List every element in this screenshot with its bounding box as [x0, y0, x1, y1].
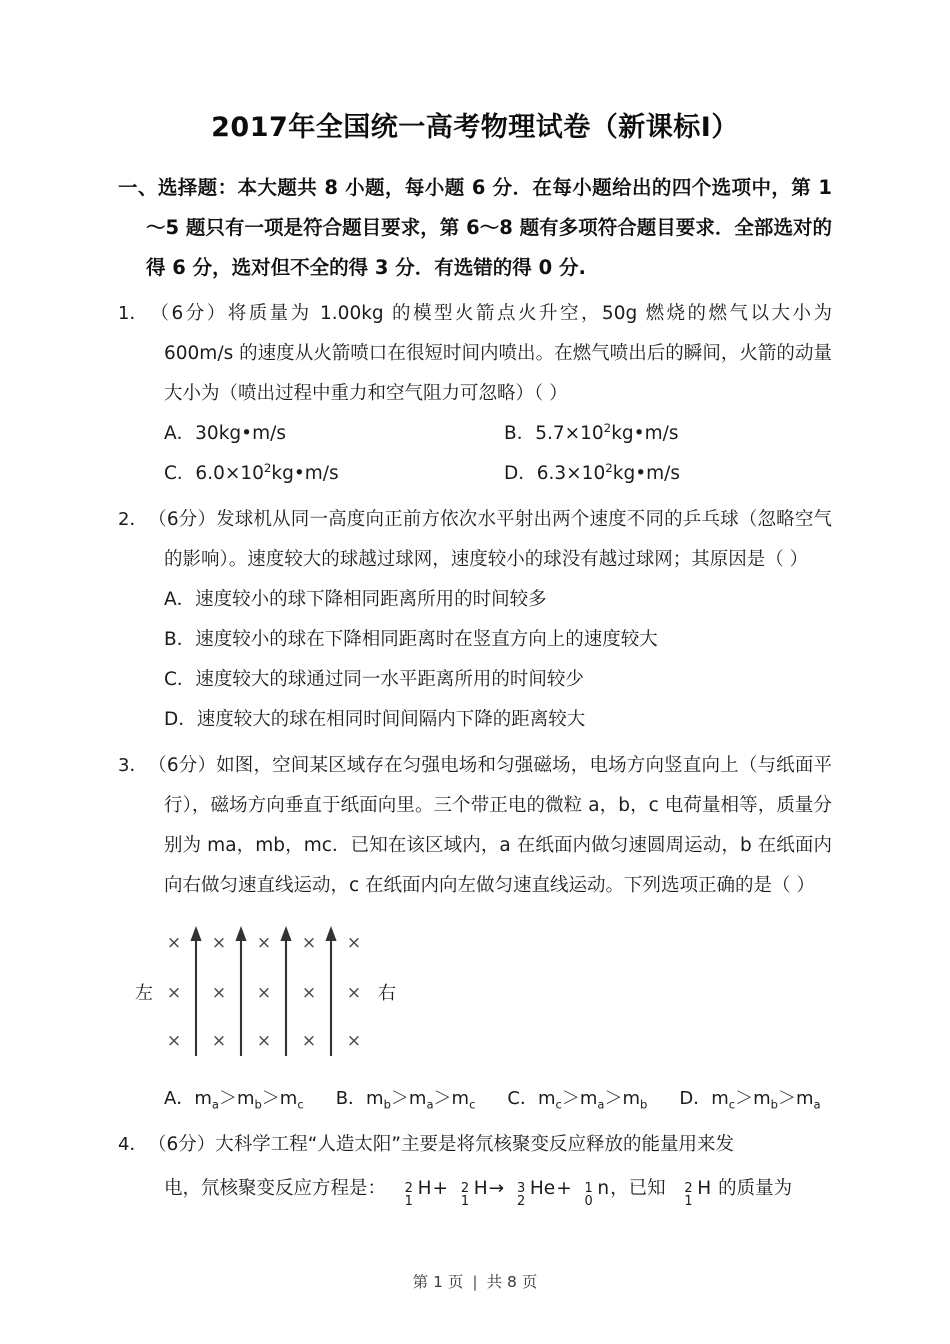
mass-symbol: m [537, 1088, 556, 1110]
question-4-stem [118, 1125, 832, 1165]
mass-subscript: c [555, 1097, 562, 1112]
question-1-option-c[interactable] [164, 454, 504, 494]
option-b-label: B． [504, 423, 536, 445]
mass-subscript: a [597, 1097, 605, 1112]
question-1-options [118, 414, 832, 494]
element-symbol: H [473, 1178, 488, 1200]
question-2-stem [118, 500, 832, 580]
question-1-option-b[interactable] [504, 414, 678, 454]
option-c-exponent: 2 [263, 461, 272, 476]
cross-icon: × [256, 983, 272, 1004]
option-c-text: 6.0×10 [195, 463, 264, 485]
cross-icon: × [256, 933, 272, 954]
option-a-label: A． [164, 589, 196, 611]
cross-icon: × [211, 933, 227, 954]
option-d-label: D． [164, 709, 197, 731]
relation-operator: ＞ [735, 1088, 754, 1110]
question-3-option-d[interactable] [679, 1079, 820, 1119]
option-a-label: A． [164, 423, 196, 445]
mass-subscript: b [640, 1097, 648, 1112]
option-row [164, 454, 832, 494]
section-instruction: 一、选择题：本大题共 8 小题，每小题 6 分．在每小题给出的四个选项中，第 1～5 题只有一项是符合题目要求，第 6～8 题有多项符合题目要求．全部选对的得 6 分，选对但不全的得 3 分．有选错的得 0 分. [118, 176, 832, 280]
question-3-figure [118, 906, 832, 1079]
element-symbol: H [417, 1178, 432, 1200]
relation-operator: ＞ [261, 1088, 280, 1110]
element-symbol: n [597, 1178, 610, 1200]
atomic-number: 1 [404, 1194, 413, 1210]
mass-symbol: m [408, 1088, 427, 1110]
mass-number: 2 [404, 1180, 413, 1196]
cross-icon: × [166, 983, 182, 1004]
question-2-option-c[interactable] [164, 660, 832, 700]
question-2-option-b[interactable] [164, 620, 832, 660]
question-2-option-a[interactable] [164, 580, 832, 620]
option-d-unit: kg•m/s [612, 463, 681, 485]
atomic-number: 1 [460, 1194, 470, 1210]
equation-operator: + [432, 1178, 449, 1200]
option-a-text: 速度较小的球下降相同距离所用的时间较多 [195, 589, 547, 611]
mass-symbol: m [795, 1088, 814, 1110]
question-3-option-c[interactable] [507, 1079, 647, 1119]
option-d-label: D． [679, 1088, 712, 1110]
option-row [164, 1079, 832, 1119]
cross-icon: × [211, 983, 227, 1004]
mass-number: 1 [584, 1180, 593, 1196]
equation-operator: → [488, 1178, 505, 1200]
question-2-text: （6分）发球机从同一高度向正前方依次水平射出两个速度不同的乒乓球（忽略空气的影响）。速度较大的球越过球网，速度较小的球没有越过球网；其原因是（ ） [148, 509, 832, 571]
question-2-option-d[interactable] [164, 700, 832, 740]
relation-operator: ＞ [777, 1088, 796, 1110]
relation-operator: ＞ [561, 1088, 580, 1110]
option-c-label: C． [507, 1088, 538, 1110]
option-d-exponent: 2 [605, 461, 613, 476]
cross-icon: × [346, 1031, 362, 1052]
mass-symbol: m [236, 1088, 255, 1110]
question-4 [118, 1119, 832, 1213]
mass-number: 2 [460, 1180, 470, 1196]
question-1-stem [118, 294, 832, 414]
nuclide-deuterium-2 [461, 1165, 488, 1213]
nuclide-indices [584, 1176, 597, 1210]
option-b-exponent: 2 [603, 421, 612, 436]
cross-icon: × [346, 933, 362, 954]
question-4-text: （6分）大科学工程“人造太阳”主要是将氘核聚变反应释放的能量用来发 [148, 1134, 734, 1156]
option-c-label: C． [164, 463, 196, 485]
atomic-number: 0 [584, 1194, 593, 1210]
nuclide-indices [684, 1176, 697, 1210]
question-1-text: （6分）将质量为 1.00kg 的模型火箭点火升空，50g 燃烧的燃气以大小为 600m/s 的速度从火箭喷口在很短时间内喷出。在燃气喷出后的瞬间，火箭的动量大小为（喷出过程中重力和空气阻力可忽略）（ ） [148, 303, 832, 405]
option-b-text: 速度较小的球在下降相同距离时在竖直方向上的速度较大 [195, 629, 658, 651]
question-3-options [118, 1079, 832, 1119]
option-b-text: 5.7×10 [535, 423, 604, 445]
mass-subscript: a [813, 1097, 821, 1112]
question-3-text: （6分）如图，空间某区域存在匀强电场和匀强磁场，电场方向竖直向上（与纸面平行），磁场方向垂直于纸面向里。三个带正电的微粒 a，b，c 电荷量相等，质量分别为 ma，mb，mc．已知在该区域内，a 在纸面内做匀速圆周运动，b 在纸面内向右做匀速直线运动，c 在纸面内向左做匀速直线运动。下列选项正确的是（ ） [148, 755, 832, 897]
mass-subscript: c [297, 1097, 304, 1112]
nuclide-indices [404, 1176, 418, 1210]
option-b-label: B． [335, 1088, 367, 1110]
question-3-option-a[interactable] [164, 1079, 304, 1119]
figure-label-right: 右 [378, 983, 396, 1005]
question-1-option-a[interactable] [164, 414, 504, 454]
cross-icon: × [211, 1031, 227, 1052]
cross-icon: × [166, 1031, 182, 1052]
cross-icon: × [256, 1031, 272, 1052]
atomic-number: 2 [516, 1194, 526, 1210]
option-c-text: 速度较大的球通过同一水平距离所用的时间较少 [195, 669, 584, 691]
nuclide-deuterium-mass [684, 1165, 711, 1213]
relation-operator: ＞ [433, 1088, 452, 1110]
mass-subscript: c [728, 1097, 736, 1112]
nuclide-indices [460, 1176, 474, 1210]
mass-subscript: b [383, 1097, 391, 1112]
cross-icon: × [301, 933, 317, 954]
mass-symbol: m [579, 1088, 598, 1110]
equation-operator: + [556, 1178, 572, 1200]
total-pages-label: 共 8 页 [486, 1273, 538, 1291]
footer-separator: | [472, 1273, 478, 1291]
mass-symbol: m [194, 1088, 212, 1110]
cross-icon: × [301, 1031, 317, 1052]
mass-number: 3 [516, 1180, 526, 1196]
equation-suffix: 的质量为 [718, 1178, 793, 1200]
nuclide-deuterium-1 [405, 1165, 432, 1213]
nuclide-neutron [584, 1165, 609, 1213]
question-4-equation-line [118, 1165, 832, 1213]
question-2-options [118, 580, 832, 740]
option-c-label: C． [164, 669, 196, 691]
element-symbol: H [697, 1178, 712, 1200]
nuclide-indices [516, 1176, 530, 1210]
option-b-unit: kg•m/s [611, 423, 679, 445]
question-1-number: 1． [118, 303, 148, 325]
relation-operator: ＞ [218, 1088, 237, 1110]
nuclide-helium-3 [517, 1165, 555, 1213]
question-2 [118, 494, 832, 740]
mass-subscript: c [469, 1097, 476, 1112]
cross-icon: × [301, 983, 317, 1004]
option-d-text: 6.3×10 [536, 463, 606, 485]
page-title: 2017年全国统一高考物理试卷（新课标Ⅰ） [211, 112, 739, 143]
mass-subscript: b [770, 1097, 778, 1112]
cross-icon: × [166, 933, 182, 954]
option-row [164, 414, 832, 454]
atomic-number: 1 [684, 1194, 693, 1210]
question-3-option-b[interactable] [336, 1079, 476, 1119]
question-3-stem [118, 746, 832, 906]
figure-label-left: 左 [135, 983, 153, 1005]
option-a-label: A． [164, 1088, 195, 1110]
element-symbol: He [529, 1178, 556, 1200]
option-b-label: B． [164, 629, 196, 651]
mass-symbol: m [711, 1088, 729, 1110]
mass-subscript: b [254, 1097, 262, 1112]
question-1 [118, 288, 832, 494]
mass-symbol: m [279, 1088, 298, 1110]
relation-operator: ＞ [390, 1088, 409, 1110]
mass-symbol: m [622, 1088, 641, 1110]
option-c-unit: kg•m/s [271, 463, 339, 485]
relation-operator: ＞ [604, 1088, 623, 1110]
page-footer [0, 1270, 950, 1292]
option-d-label: D． [504, 463, 537, 485]
equation-prefix: 电，氘核聚变反应方程是： [164, 1178, 387, 1200]
question-3 [118, 740, 832, 1119]
cross-icon: × [346, 983, 362, 1004]
question-1-option-d[interactable] [504, 454, 680, 494]
question-4-number: 4． [118, 1134, 148, 1156]
equation-mid-text: ，已知 [610, 1178, 666, 1200]
question-3-number: 3． [118, 755, 148, 777]
mass-subscript: a [211, 1097, 219, 1112]
question-2-number: 2． [118, 509, 148, 531]
option-d-text: 速度较大的球在相同时间间隔内下降的距离较大 [196, 709, 586, 731]
field-diagram [126, 914, 466, 1074]
mass-symbol: m [451, 1088, 470, 1110]
mass-symbol: m [753, 1088, 771, 1110]
mass-number: 2 [684, 1180, 693, 1196]
mass-subscript: a [426, 1097, 434, 1112]
current-page-label: 第 1 页 [412, 1273, 464, 1291]
option-a-text: 30kg•m/s [195, 423, 286, 445]
mass-symbol: m [366, 1088, 384, 1110]
